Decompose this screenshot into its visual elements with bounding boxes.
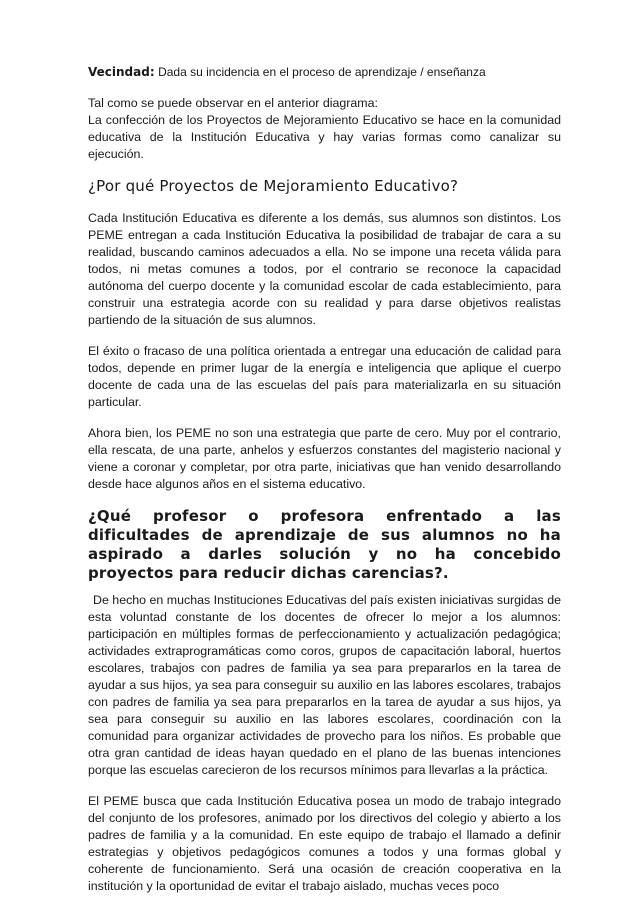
paragraph-initiatives: De hecho en muchas Instituciones Educativas del país existen iniciativas surgidas de esta voluntad constante de los docentes de ofrecer lo mejor a los alumnos: participación en múltiples formas de perfeccionamiento y actualización pedagógica; actividades extraprogramáticas como coros, grupos de capacitación laboral, huertos escolares, trabajos con padres de familia ya sea para prepararlos en la tarea de ayudar a sus hijos, ya sea para conseguir su auxilio en las labores escolares, trabajos con padres de familia ya sea para prepararlos en la tarea de ayudar a sus hijos, ya sea para conseguir su auxilio en las labores escolares, coordinación con la comunidad para organizar actividades de provecho para los niños. Es probable que otra gran cantidad de ideas hayan quedado en el plano de las buenas intenciones porque las escuelas carecieron de los recursos mínimos para llevarlas a la práctica. — [88, 593, 561, 777]
paragraph-each-institution: Cada Institución Educativa es diferente a los demás, sus alumnos son distintos. Los PEME entregan a cada Institución Educativa la posibilidad de trabajar de cara a su realidad, buscando caminos adecuados a ella. No se impone una receta válida para todos, ni metas comunes a todos, por el contrario se reconoce la capacidad autónoma del cuerpo docente y la comunidad escolar de cada establecimiento, para construir una estrategia acorde con su realidad y para darse objetivos realistas partiendo de la situación de sus alumnos. — [88, 211, 561, 327]
intro-paragraph: La confección de los Proyectos de Mejoramiento Educativo se hace en la comunidad educativa de la Institución Educativa y hay varias formas como canalizar su ejecución. — [88, 113, 561, 161]
intro-line: Tal como se puede observar en el anterior diagrama: — [88, 96, 378, 110]
heading-teacher-question: ¿Qué profesor o profesora enfrentado a las dificultades de aprendizaje de sus alumnos no ha aspirado a darles solución y no ha concebido proyectos para reducir dichas carencias?. — [88, 507, 561, 582]
heading-why-projects: ¿Por qué Proyectos de Mejoramiento Educativo? — [88, 177, 459, 195]
vecindad-line — [88, 64, 561, 81]
vecindad-label: Vecindad: — [88, 65, 155, 79]
paragraph-peme-goal: El PEME busca que cada Institución Educativa posea un modo de trabajo integrado del conjunto de los profesores, animado por los directivos del colegio y abierto a los padres de familia y a la comunidad. En este equipo de trabajo el llamado a definir estrategias y objetivos pedagógicos comunes a todos y una formas global y coherente de funcionamiento. Será una ocasión de creación cooperativa en la institución y la oportunidad de evitar el trabajo aislado, muchas veces poco — [88, 794, 561, 893]
vecindad-text: Dada su incidencia en el proceso de aprendizaje / enseñanza — [158, 65, 486, 79]
paragraph-success-failure: El éxito o fracaso de una política orientada a entregar una educación de calidad para todos, depende en primer lugar de la energía e inteligencia que aplique el cuerpo docente de cada una de las escuelas del país para materializarla en su situación particular. — [88, 344, 561, 409]
document-page — [88, 64, 561, 895]
paragraph-not-from-zero: Ahora bien, los PEME no son una estrategia que parte de cero. Muy por el contrario, ella rescata, de una parte, anhelos y esfuerzos constantes del magisterio nacional y viene a coronar y completar, por otra parte, iniciativas que han venido desarrollando desde hace algunos años en el sistema educativo. — [88, 426, 561, 491]
